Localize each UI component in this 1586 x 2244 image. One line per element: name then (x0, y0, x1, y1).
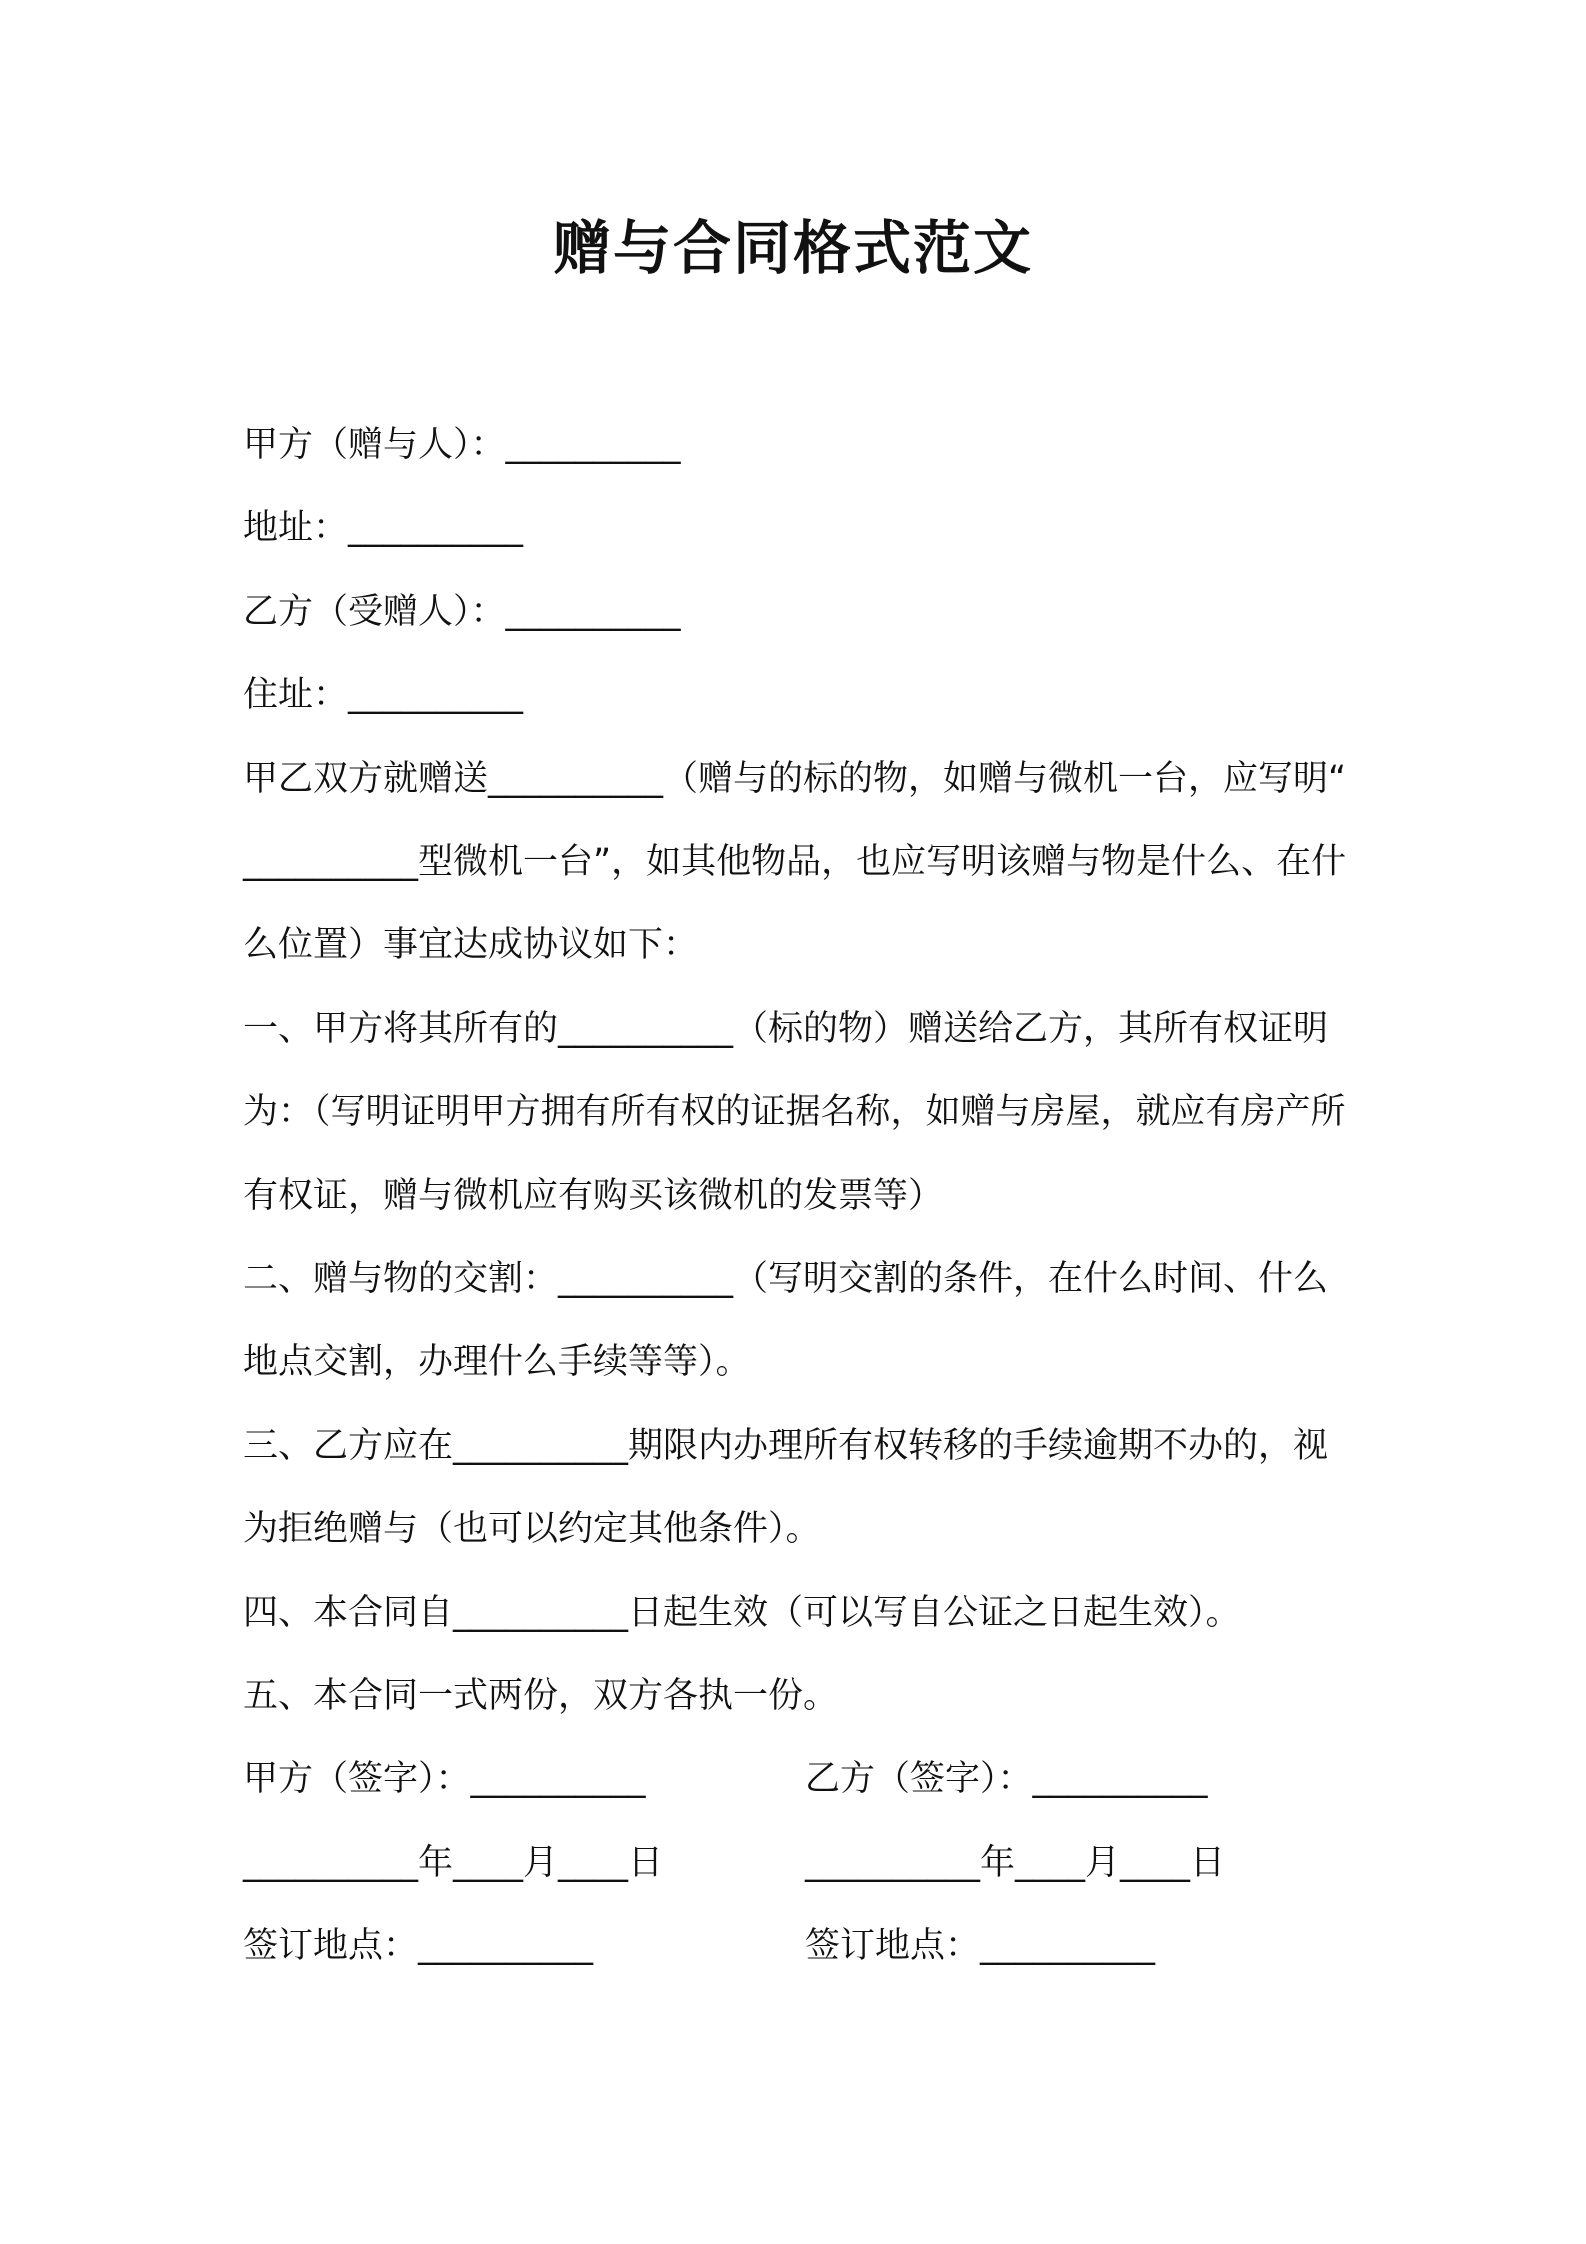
place-row (243, 1905, 1353, 1988)
party-b-place: 签订地点：__________ (805, 1926, 1156, 1967)
party-b-line: 乙方（受赠人）：__________ (243, 591, 681, 632)
intro-paragraph: 甲乙双方就赠送__________（赠与的标的物，如赠与微机一台，应写明“__________型微机一台”，如其他物品，也应写明该赠与物是什么、在什么位置）事宜达成协议如下： (243, 758, 1347, 966)
address-line: 地址：__________ (243, 508, 524, 549)
signature-row (243, 1738, 1353, 1821)
clause-4: 四、本合同自__________日起生效（可以写自公证之日起生效）。 (243, 1592, 1241, 1633)
clause-1: 一、甲方将其所有的__________（标的物）赠送给乙方，其所有权证明为：（写明证明甲方拥有所有权的证据名称，如赠与房屋，就应有房产所有权证，赠与微机应有购买该微机的发票等） (243, 1008, 1346, 1216)
party-b-date: __________年____月____日 (805, 1842, 1226, 1883)
document-body (243, 404, 1353, 1989)
clause-3: 三、乙方应在__________期限内办理所有权转移的手续逾期不办的，视为拒绝赠与（也可以约定其他条件）。 (243, 1425, 1329, 1550)
party-a-signature: 甲方（签字）：__________ (243, 1759, 646, 1800)
date-row (243, 1822, 1353, 1905)
residence-line: 住址：__________ (243, 675, 524, 716)
party-a-place: 签订地点：__________ (243, 1926, 594, 1967)
clause-5: 五、本合同一式两份，双方各执一份。 (243, 1676, 839, 1717)
party-a-line: 甲方（赠与人）：__________ (243, 425, 681, 465)
party-a-date: __________年____月____日 (243, 1842, 664, 1883)
party-b-signature: 乙方（签字）：__________ (805, 1759, 1208, 1800)
document-title: 赠与合同格式范文 (552, 214, 1033, 282)
clause-2: 二、赠与物的交割：__________（写明交割的条件，在什么时间、什么地点交割，办理什么手续等等）。 (243, 1259, 1329, 1383)
